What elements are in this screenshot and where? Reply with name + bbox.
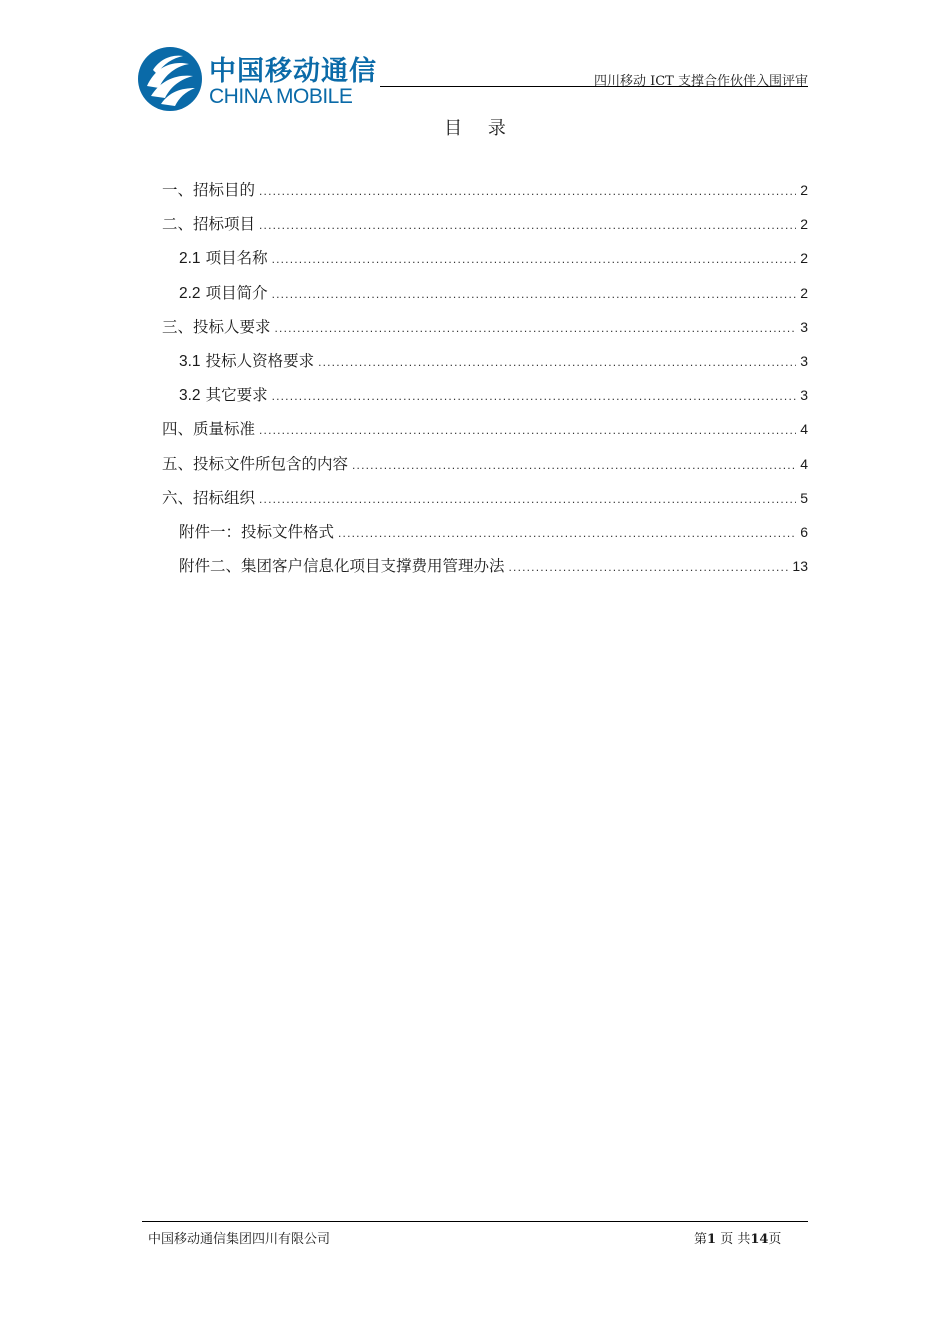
toc-entry[interactable] (162, 415, 808, 449)
toc-entry-title: 三、投标人要求 (162, 317, 271, 336)
toc-entry-page: 3 (800, 352, 808, 369)
footer-page-number (694, 1228, 781, 1247)
footer-page-total: 14 (750, 1232, 769, 1247)
toc-entry-title: 一、招标目的 (162, 181, 256, 199)
toc-entry-title: 其它要求 (205, 386, 268, 405)
toc-leader-dots (318, 348, 796, 376)
toc-leader-dots (275, 314, 797, 342)
toc-entry[interactable] (162, 484, 808, 518)
toc-leader-dots (352, 451, 796, 479)
footer-rule (142, 1221, 808, 1222)
toc-leader-dots (259, 211, 796, 239)
toc-entry-page: 2 (800, 250, 808, 267)
toc-entry-number: 3.1 (179, 352, 201, 370)
footer-company: 中国移动通信集团四川有限公司 (148, 1232, 331, 1247)
toc-leader-dots (509, 553, 789, 581)
toc-leader-dots (259, 485, 796, 513)
toc-entry-number: 3.2 (179, 387, 201, 405)
toc-entry-page: 4 (800, 455, 808, 472)
toc-entry-title: 六、招标组织 (162, 488, 256, 507)
toc-entry[interactable] (162, 381, 808, 415)
toc-entry-title: 项目简介 (205, 283, 268, 302)
china-mobile-logo (137, 46, 387, 116)
toc-entry-title: 二、招标项目 (162, 215, 256, 234)
toc-entry-title: 项目名称 (205, 249, 268, 268)
toc-leader-dots (259, 416, 796, 444)
toc-entry-page: 2 (800, 284, 808, 301)
toc-entry-page: 4 (800, 421, 808, 438)
header-title: 四川移动 ICT 支撑合作伙伴入围评审 (593, 74, 808, 89)
toc-entry[interactable] (162, 347, 808, 381)
footer-page-middle: 页 共 (716, 1232, 751, 1247)
toc-leader-dots (272, 245, 797, 273)
toc-leader-dots (259, 177, 796, 205)
toc-entry-page: 3 (800, 387, 808, 404)
toc-entry[interactable] (162, 176, 808, 210)
toc-entry-page: 2 (800, 182, 808, 198)
toc-entry-number: 2.1 (179, 250, 201, 268)
toc-entry-title: 附件一：投标文件格式 (179, 522, 335, 541)
table-of-contents (162, 176, 808, 586)
toc-heading: 目 录 (444, 118, 516, 139)
toc-entry-page: 5 (800, 489, 808, 506)
china-mobile-logo-icon (137, 46, 203, 112)
toc-entry-title: 四、质量标准 (162, 420, 256, 439)
toc-entry-number: 2.2 (179, 284, 201, 302)
toc-entry-page: 3 (800, 318, 808, 335)
toc-entry[interactable] (162, 244, 808, 278)
toc-entry-page: 13 (792, 558, 808, 575)
footer-page-suffix: 页 (768, 1232, 782, 1247)
toc-leader-dots (272, 382, 797, 410)
logo-chinese-text: 中国移动通信 (209, 56, 377, 87)
toc-leader-dots (272, 280, 797, 308)
toc-entry-page: 6 (800, 523, 808, 540)
toc-entry-title: 投标人资格要求 (205, 351, 315, 370)
toc-entry-title: 附件二、集团客户信息化项目支撑费用管理办法 (179, 557, 505, 576)
header-rule (380, 86, 808, 87)
toc-entry-title: 五、投标文件所包含的内容 (162, 454, 349, 473)
toc-entry[interactable] (162, 279, 808, 313)
footer-page-current: 1 (707, 1232, 717, 1247)
logo-english-text: CHINA MOBILE (209, 85, 353, 108)
toc-entry[interactable] (162, 210, 808, 244)
footer-page-prefix: 第 (694, 1232, 708, 1247)
toc-entry[interactable] (162, 518, 808, 552)
toc-entry[interactable] (162, 313, 808, 347)
toc-entry[interactable] (162, 552, 808, 586)
toc-leader-dots (338, 519, 796, 547)
toc-entry-page: 2 (800, 216, 808, 233)
toc-entry[interactable] (162, 450, 808, 484)
